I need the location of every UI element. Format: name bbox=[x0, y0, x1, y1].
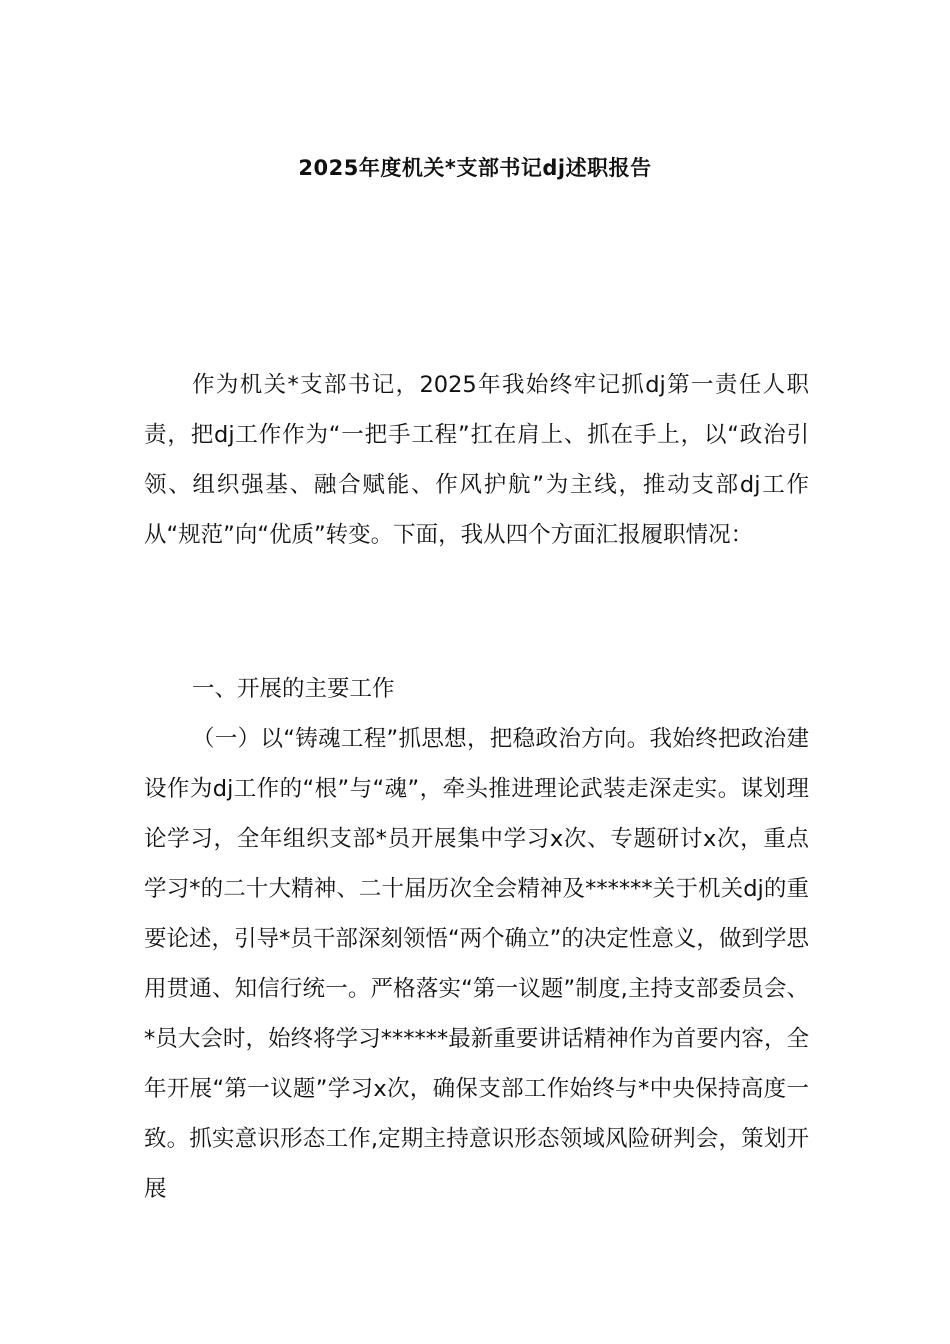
document-title: 2025年度机关*支部书记dj述职报告 bbox=[298, 156, 652, 180]
subsection-paragraph: （一）以“铸魂工程”抓思想，把稳政治方向。我始终把政治建设作为dj工作的“根”与“魂”，牵头推进理论武装走深走实。谋划理论学习，全年组织支部*员开展集中学习x次、专题研讨x次，重点学习*的二十大精神、二十届历次全会精神及******关于机关dj的重要论述，引导*员干部深刻领悟“两个确立”的决定性意义，做到学思用贯通、知信行统一。严格落实“第一议题”制度,主持支部委员会、*员大会时，始终将学习******最新重要讲话精神作为首要内容，全年开展“第一议题”学习x次，确保支部工作始终与*中央保持高度一致。抓实意识形态工作,定期主持意识形态领域风险研判会，策划开展 bbox=[144, 726, 809, 1202]
section-heading: 一、开展的主要工作 bbox=[192, 676, 395, 702]
intro-paragraph: 作为机关*支部书记，2025年我始终牢记抓dj第一责任人职责，把dj工作作为“一把手工程”扛在肩上、抓在手上，以“政治引领、组织强基、融合赋能、作风护航”为主线，推动支部dj工作从“规范”向“优质”转变。下面，我从四个方面汇报履职情况： bbox=[144, 372, 809, 548]
